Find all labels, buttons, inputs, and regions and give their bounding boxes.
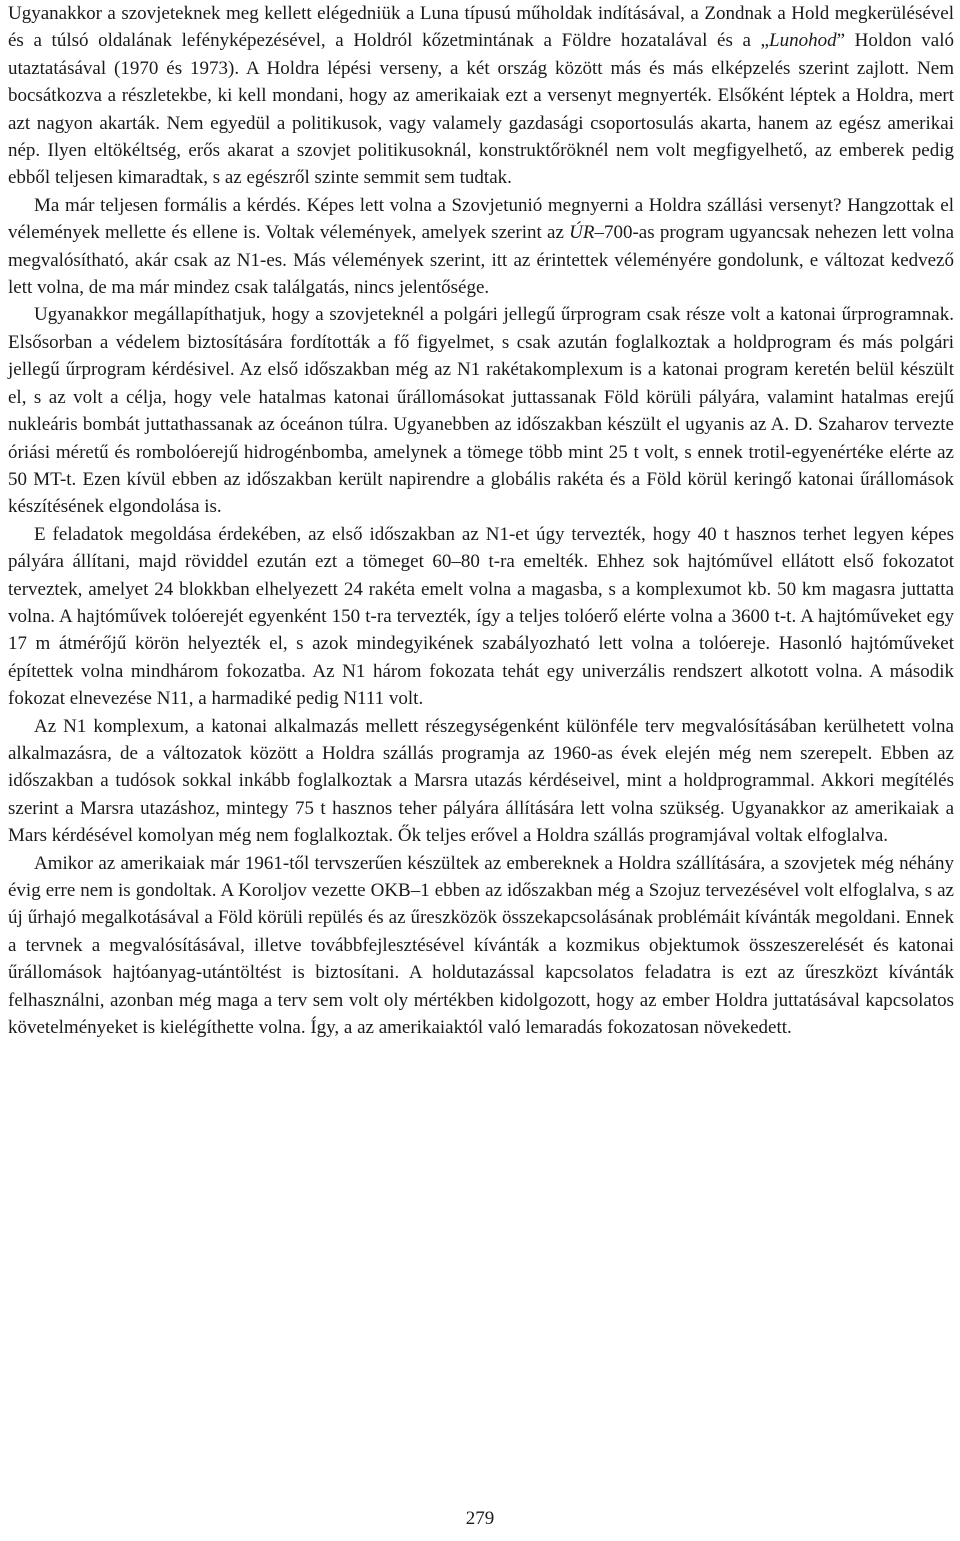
document-page	[8, 0, 954, 1041]
paragraph-1	[8, 0, 954, 192]
paragraph-5	[8, 713, 954, 850]
paragraph-4-text: E feladatok megoldása érdekében, az első időszakban az N1-et úgy tervezték, hogy 40 t hasznos terhet legyen képes pályára állítani, majd röviddel ezután ezt a tömeget 60–80 t-ra emelték. Ehhez sok hajtóművel ellátott első fokozatot terveztek, amelyet 24 blokkban elhelyezett 24 rakéta emelt volna a magasba, s a komplexumot kb. 50 km magasra juttatta volna. A hajtóművek tolóerejét egyenként 150 t-ra tervezték, így a teljes tolóerő elérte volna a 3600 t-t. A hajtóműveket egy 17 m átmérőjű körön helyezték el, s azok mindegyikének szabályozható lett volna a tolóereje. Hasonló hajtóműveket építettek volna mindhárom fokozatba. Az N1 három fokozata tehát egy univerzális rendszert alkotott volna. A második fokozat elnevezése N11, a harmadiké pedig N111 volt.	[8, 523, 954, 710]
paragraph-1-text-a: Ugyanakkor a szovjeteknek meg kellett elégedniük a Luna típusú műholdak indításával, a Zondnak a Hold megkerülésével és a túlsó oldalának lefényképezésével, a Holdról kőzetmintának a Földre hozatalával és a „	[8, 3, 954, 52]
paragraph-1-italic-term: Lunohod	[769, 30, 837, 52]
paragraph-2-italic-term: ÚR	[569, 222, 595, 244]
paragraph-3	[8, 301, 954, 520]
page-number: 279	[465, 1508, 495, 1529]
paragraph-4	[8, 521, 954, 713]
paragraph-3-text: Ugyanakkor megállapíthatjuk, hogy a szovjeteknél a polgári jellegű űrprogram csak része volt a katonai űrprogramnak. Elsősorban a védelem biztosítására fordították a fő figyelmet, s csak azután foglalkoztak a holdprogram és más polgári jellegű űrprogram kérdésivel. Az első időszakban még az N1 rakétakomplexum is a katonai program keretén belül készült el, s az volt a célja, hogy vele hatalmas katonai űrállomásokat juttassanak Föld körüli pályára, valamint hatalmas erejű nukleáris bombát juttathassanak az óceánon túlra. Ugyanebben az időszakban készült el ugyanis az A. D. Szaharov tervezte óriási méretű és rombolóerejű hidrogénbomba, amelynek a tömege több mint 25 t volt, s ennek trotil-egyenértéke elérte az 50 MT-t. Ezen kívül ebben az időszakban került napirendre a globális rakéta és a Föld körül keringő katonai űrállomások készítésének elgondolása is.	[8, 304, 954, 518]
paragraph-2	[8, 192, 954, 302]
paragraph-6	[8, 850, 954, 1042]
paragraph-2-text-a: Ma már teljesen formális a kérdés. Képes lett volna a Szovjetunió megnyerni a Holdra szállási versenyt? Hangzottak el vélemények mellette és ellene is. Voltak vélemények, amelyek szerint az	[8, 194, 954, 244]
paragraph-2-text-b: –700-as program ugyancsak nehezen lett volna megvalósítható, akár csak az N1-es. Más vélemények szerint, itt az érintettek véleményére gondolunk, e változat kedvező lett volna, de ma már mindez csak találgatás, nincs jelentősége.	[8, 222, 955, 299]
paragraph-5-text: Az N1 komplexum, a katonai alkalmazás mellett részegységenként különféle terv megvalósításában kerülhetett volna alkalmazásra, de a változatok között a Holdra szállás programja az 1960-as évek elején még nem szerepelt. Ebben az időszakban a tudósok sokkal inkább foglalkoztak a Marsra utazás kérdéseivel, mint a holdprogrammal. Akkori megítélés szerint a Marsra utazáshoz, mintegy 75 t hasznos teher pályára állítására lett volna szükség. Ugyanakkor az amerikaiak a Mars kérdésével komolyan még nem foglalkoztak. Ők teljes erővel a Holdra szállás programjával voltak elfoglalva.	[8, 715, 954, 847]
paragraph-6-text: Amikor az amerikaiak már 1961-től tervszerűen készültek az embereknek a Holdra szállítására, a szovjetek még néhány évig erre nem is gondoltak. A Koroljov vezette OKB–1 ebben az időszakban még a Szojuz tervezésével volt elfoglalva, s az új űrhajó megalkotásával a Föld körüli repülés és az űreszközök összekapcsolásának problémáit kívánták megoldani. Ennek a tervnek a megvalósításával, illetve továbbfejlesztésével kívánták a kozmikus objektumok összeszerelését és katonai űrállomások hajtóanyag-utántöltést is biztosítani. A holdutazással kapcsolatos feladatra is ezt az űreszközt kívánták felhasználni, azonban még maga a terv sem volt oly mértékben kidolgozott, hogy az ember Holdra juttatásával kapcsolatos követelményeket is kielégíthette volna. Így, a az amerikaiaktól való lemaradás fokozatosan növekedett.	[8, 852, 954, 1039]
paragraph-1-text-b: ” Holdon való utaztatásával (1970 és 1973). A Holdra lépési verseny, a két ország között más és más elképzelés szerint zajlott. Nem bocsátkozva a részletekbe, ki kell mondani, hogy az amerikaiak ezt a versenyt megnyerték. Elsőként léptek a Holdra, mert azt nagyon akarták. Nem egyedül a politikusok, vagy valamely gazdasági csoportosulás akarta, hanem az egész amerikai nép. Ilyen eltökéltség, erős akarat a szovjet politikusoknál, konstruktőröknél nem volt megfigyelhető, az emberek pedig ebből teljesen kimaradtak, s az egészről szinte semmit sem tudtak.	[8, 30, 955, 189]
